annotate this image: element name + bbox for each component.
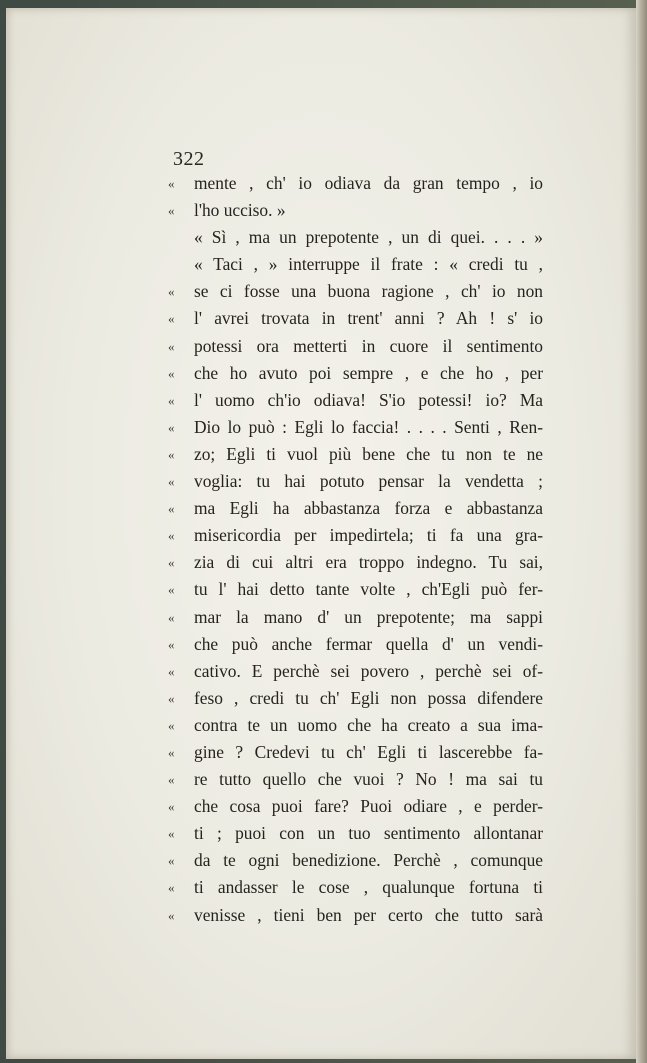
text-line-content: Dio lo può : Egli lo faccia! . . . . Senti , Ren- — [194, 416, 543, 437]
text-line-content: potessi ora metterti in cuore il sentimento — [194, 335, 543, 356]
text-line-content: ma Egli ha abbastanza forza e abbastanza — [194, 498, 543, 519]
text-line-content: l' avrei trovata in trent' anni ? Ah ! s' io — [194, 308, 543, 329]
quote-mark: « — [168, 555, 175, 571]
text-line — [168, 685, 543, 712]
text-line-content: tu l' hai detto tante volte , ch'Egli può fer- — [194, 579, 543, 600]
text-line — [168, 847, 543, 874]
text-line — [168, 766, 543, 793]
text-line — [168, 414, 543, 441]
page-number: 322 — [173, 148, 205, 170]
text-line-content: l' uomo ch'io odiava! S'io potessi! io? Ma — [194, 389, 543, 410]
quote-mark: « — [168, 392, 175, 408]
text-line — [168, 333, 543, 360]
text-line — [168, 441, 543, 468]
quote-mark: « — [168, 474, 175, 490]
text-line-content: venisse , tieni ben per certo che tutto sarà — [194, 904, 543, 925]
text-line — [168, 197, 543, 224]
text-line-content: che ho avuto poi sempre , e che ho , per — [194, 362, 543, 383]
quote-mark: « — [168, 203, 175, 219]
text-line-content: che cosa puoi fare? Puoi odiare , e perder- — [194, 796, 543, 817]
quote-mark: « — [168, 717, 175, 733]
quote-mark: « — [168, 419, 175, 435]
text-line — [168, 522, 543, 549]
text-line-content: gine ? Credevi tu ch' Egli ti lascerebbe fa- — [194, 741, 543, 762]
quote-mark: « — [168, 772, 175, 788]
text-line — [168, 874, 543, 901]
text-line — [168, 712, 543, 739]
quote-mark: « — [168, 311, 175, 327]
text-line-content: ti andasser le cose , qualunque fortuna ti — [194, 877, 543, 898]
quote-mark: « — [168, 528, 175, 544]
text-line — [168, 305, 543, 332]
page-stack-edge — [636, 0, 647, 1063]
text-line-content: zia di cui altri era troppo indegno. Tu sai, — [194, 552, 543, 573]
text-line-content: voglia: tu hai potuto pensar la vendetta ; — [194, 471, 543, 492]
text-line-content: misericordia per impedirtela; ti fa una gra- — [194, 525, 543, 546]
quote-mark: « — [168, 663, 175, 679]
quote-mark: « — [168, 176, 175, 191]
quote-mark: « — [168, 284, 175, 300]
quote-mark: « — [168, 338, 175, 354]
quote-mark: « — [168, 582, 175, 598]
text-line — [168, 902, 543, 929]
text-line-content: contra te un uomo che ha creato a sua ima- — [194, 714, 543, 735]
text-line-content: mente , ch' io odiava da gran tempo , io — [194, 173, 543, 193]
text-line-content: zo; Egli ti vuol più bene che tu non te ne — [194, 443, 543, 464]
text-line — [168, 739, 543, 766]
text-line — [168, 549, 543, 576]
quote-mark: « — [168, 446, 175, 462]
text-line — [168, 170, 543, 197]
text-line-content: « Taci , » interruppe il frate : « credi tu , — [194, 254, 543, 275]
quote-mark: « — [168, 907, 175, 923]
text-line-content: feso , credi tu ch' Egli non possa difendere — [194, 687, 543, 708]
text-line — [168, 468, 543, 495]
text-line — [168, 360, 543, 387]
text-line — [168, 820, 543, 847]
text-line — [168, 658, 543, 685]
quote-mark: « — [168, 853, 175, 869]
text-line-content: da te ogni benedizione. Perchè , comunque — [194, 850, 543, 871]
text-line — [168, 387, 543, 414]
text-line — [168, 278, 543, 305]
quote-mark: « — [168, 880, 175, 896]
text-line-content: che può anche fermar quella d' un vendi- — [194, 633, 543, 654]
text-line-content: « Sì , ma un prepotente , un di quei. . . . » — [194, 227, 543, 248]
text-line — [168, 604, 543, 631]
text-line-content: l'ho ucciso. » — [194, 200, 286, 221]
text-line — [168, 224, 543, 251]
quote-mark: « — [168, 365, 175, 381]
text-line — [168, 576, 543, 603]
text-line — [168, 793, 543, 820]
text-line-content: se ci fosse una buona ragione , ch' io non — [194, 281, 543, 302]
text-line-content: ti ; puoi con un tuo sentimento allontanar — [194, 823, 543, 844]
text-line — [168, 631, 543, 658]
text-line-content: cativo. E perchè sei povero , perchè sei of- — [194, 660, 543, 681]
quote-mark: « — [168, 690, 175, 706]
quote-mark: « — [168, 609, 175, 625]
quote-mark: « — [168, 799, 175, 815]
quote-mark: « — [168, 744, 175, 760]
text-line — [168, 495, 543, 522]
text-line — [168, 251, 543, 278]
text-line-content: re tutto quello che vuoi ? No ! ma sai tu — [194, 769, 543, 790]
quote-mark: « — [168, 501, 175, 517]
page-text-block — [168, 170, 543, 929]
quote-mark: « — [168, 636, 175, 652]
quote-mark: « — [168, 826, 175, 842]
text-line-content: mar la mano d' un prepotente; ma sappi — [194, 606, 543, 627]
